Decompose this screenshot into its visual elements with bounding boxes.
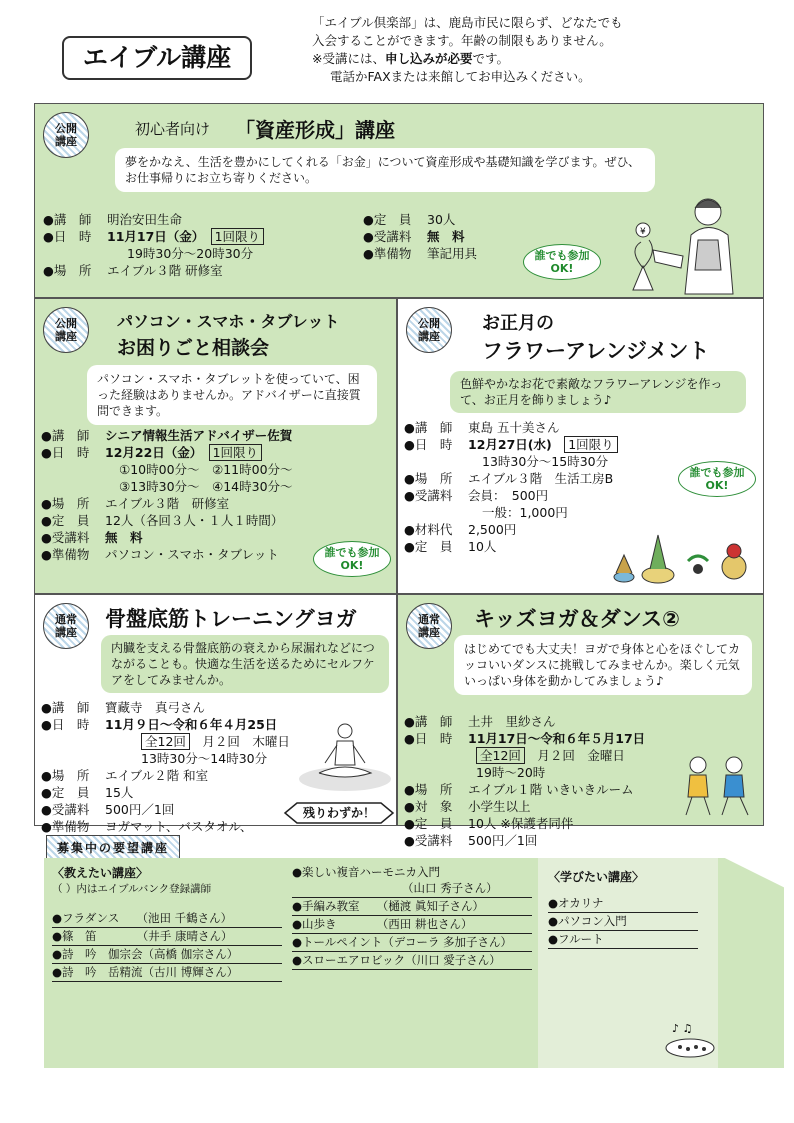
dancing-kids-illustration [680, 753, 756, 819]
course-description: 内臓を支える骨盤底筋の衰えから尿漏れなどにつながることも。快適な生活を送るためにセルフケアをしてみませんか。 [101, 635, 389, 693]
course-description: パソコン・スマホ・タブレットを使っていて、困った経験はありませんか。アドバイザーに直接質問できます。 [87, 365, 377, 425]
svg-text:¥: ¥ [640, 227, 646, 237]
badge-public: 公開講座 [43, 307, 89, 353]
course-description: 夢をかなえ、生活を豊かにしてくれる「お金」について資産形成や基礎知識を学びます。ぜひ、お仕事帰りにお立ち寄りください。 [115, 148, 655, 192]
list-item: ●手編み教室 （樋渡 眞知子さん） [292, 898, 532, 916]
list-item: ●スローエアロビック（川口 愛子さん） [292, 952, 532, 970]
learn-column: 〈学びたい講座〉 ●オカリナ ●パソコン入門 ●フルート [548, 868, 698, 949]
course-description: はじめてでも大丈夫！ヨガで身体と心をほぐしてカッコいいダンスに挑戦してみませんか。楽しく元気いっぱい身体を動かしてみましょう♪ [454, 635, 752, 695]
new-year-decoration-icons [610, 525, 760, 589]
course-title: 「資産形成」講座 [235, 118, 395, 142]
course-asset-building: 公開講座 初心者向け 「資産形成」講座 夢をかなえ、生活を豊かにしてくれる「お金」について資産形成や基礎知識を学びます。ぜひ、お仕事帰りにお立ち寄りください。 ●講 師 明治安田生命 ●日 時 11月17日（金） 1回限り 19時30分～20時30分 ●場 所 エイブル３階 研修室 ●定 員 30人 ●受講料 無 料 ●準備物 筆記用具 誰でも参加OK! ¥ [34, 103, 764, 298]
course-title: 骨盤底筋トレーニングヨガ [105, 607, 357, 631]
course-title-line2: フラワーアレンジメント [482, 339, 710, 363]
ocarina-icon [660, 1020, 730, 1060]
badge-regular: 通常講座 [406, 603, 452, 649]
teach-column-2: ●楽しい複音ハーモニカ入門 （山口 秀子さん） ●手編み教室 （樋渡 眞知子さん） ●山歩き （西田 耕也さん） ●トールペイント（デコーラ 多加子さん） ●スローエアロビック（川口 愛子さん） [292, 864, 532, 970]
badge-public: 公開講座 [43, 112, 89, 158]
course-pc-help: 公開講座 パソコン・スマホ・タブレット お困りごと相談会 パソコン・スマホ・タブレットを使っていて、困った経験はありませんか。アドバイザーに直接質問できます。 ●講 師 シニア情報生活アドバイザー佐賀 ●日 時 12月22日（金） 1回限り ①10時00分～ ②11時00分～ ③13時30分～ ④14時30分～ ●場 所 エイブル３階 研修室 ●定 員 12人（各回３人・１人１時間） ●受講料 無 料 ●準備物 パソコン・スマホ・タブレット 誰でも参加OK! [34, 298, 397, 594]
svg-text:♪ ♫: ♪ ♫ [672, 1022, 693, 1035]
list-item: ●トールペイント（デコーラ 多加子さん） [292, 934, 532, 952]
list-item: ●篠 笛 （井手 康晴さん） [52, 928, 282, 946]
course-pelvic-yoga: 通常講座 骨盤底筋トレーニングヨガ 内臓を支える骨盤底筋の衰えから尿漏れなどにつながることも。快適な生活を送るためにセルフケアをしてみませんか。 ●講 師 寶藏寺 真弓さん ●日 時 11月９日～令和６年４月25日 全12回 月２回 木曜日 13時30分～14時30分 ●場 所 エイブル２階 和室 ●定 員 15人 ●受講料 500円／1回 ●準備物 ヨガマット、バスタオル、 残りわずか！ [34, 594, 397, 826]
yoga-person-illustration [297, 717, 393, 795]
anyone-welcome-badge: 誰でも参加OK! [313, 541, 391, 577]
few-left-text: 残りわずか！ [303, 806, 376, 820]
badge-public: 公開講座 [406, 307, 452, 353]
course-title-line2: お困りごと相談会 [117, 337, 270, 359]
list-item: ●山歩き （西田 耕也さん） [292, 916, 532, 934]
list-item: ●楽しい複音ハーモニカ入門 [292, 865, 441, 879]
list-item: ●オカリナ [548, 895, 698, 913]
course-flower-arrangement: 公開講座 お正月の フラワーアレンジメント 色鮮やかなお花で素敵なフラワーアレンジを作って、お正月を飾りましょう♪ ●講 師 東島 五十美さん ●日 時 12月27日(水) 1回限り 13時30分～15時30分 ●場 所 エイブル３階 生活工房B ●受講料 会員： 500円 一般：1,000円 ●材料代 2,500円 ●定 員 10人 誰でも参加OK! [397, 298, 764, 594]
intro-text: 「エイブル倶楽部」は、鹿島市民に限らず、どなたでも 入会することができます。年齢の制限もありません。 ※受講には、申し込みが必要です。 電話かFAXまたは来館してお申込みください。 [312, 15, 623, 84]
page-title: エイブル講座 [62, 36, 252, 80]
teach-column: 〈教えたい講座〉 （ ）内はエイブルバンク登録講師 ●フラダンス （池田 千鶴さん） ●篠 笛 （井手 康晴さん） ●詩 吟 伽宗会（高橋 伽宗さん） ●詩 吟 岳精流（古川 博輝さん） [52, 864, 282, 982]
list-item: ●フルート [548, 931, 698, 949]
list-item: ●フラダンス （池田 千鶴さん） [52, 910, 282, 928]
anyone-welcome-badge: 誰でも参加OK! [678, 461, 756, 497]
course-description: 色鮮やかなお花で素敵なフラワーアレンジを作って、お正月を飾りましょう♪ [450, 371, 746, 413]
course-kids-yoga-dance: 通常講座 キッズヨガ＆ダンス② はじめてでも大丈夫！ヨガで身体と心をほぐしてカッコいいダンスに挑戦してみませんか。楽しく元気いっぱい身体を動かしてみましょう♪ ●講 師 土井 里紗さん ●日 時 11月17日～令和６年５月17日 全12回 月２回 金曜日 19時～20時 ●場 所 エイブル１階 いきいきルーム ●対 象 小学生以上 ●定 員 10人 ※保護者同伴 ●受講料 500円／1回 [397, 594, 764, 826]
course-title-line1: パソコン・スマホ・タブレット [117, 312, 340, 331]
requested-courses-title: 募集中の要望講座 [46, 835, 180, 860]
badge-regular: 通常講座 [43, 603, 89, 649]
list-item: ●詩 吟 岳精流（古川 博輝さん） [52, 964, 282, 982]
course-subtitle: 初心者向け [135, 120, 211, 138]
list-item: ●詩 吟 伽宗会（高橋 伽宗さん） [52, 946, 282, 964]
course-title: キッズヨガ＆ダンス② [474, 607, 680, 631]
anyone-welcome-badge: 誰でも参加OK! [523, 244, 601, 280]
list-item: ●パソコン入門 [548, 913, 698, 931]
course-title-line1: お正月の [482, 313, 554, 334]
gardener-illustration [613, 190, 753, 296]
